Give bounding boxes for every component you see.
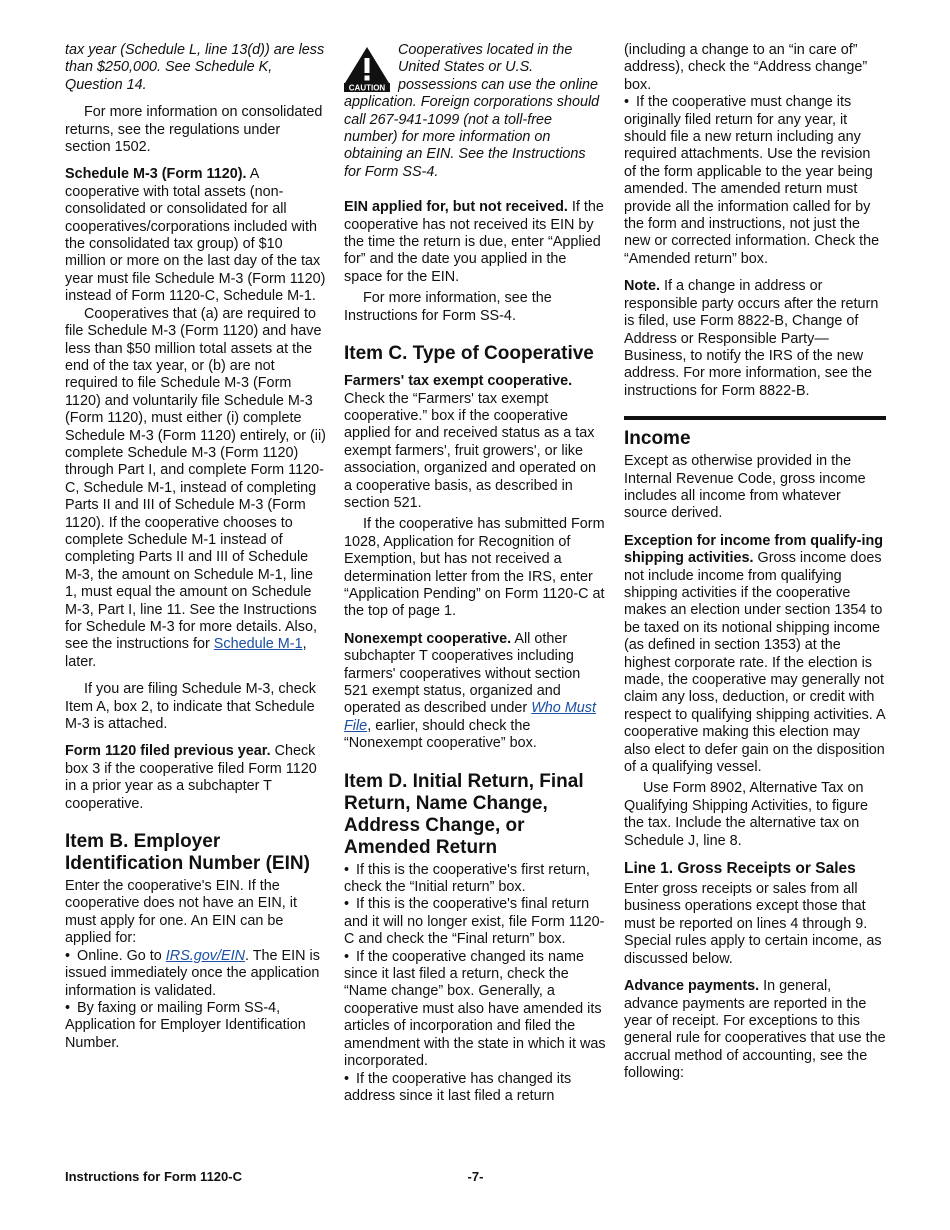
note-paragraph	[624, 278, 886, 400]
who-must-file-link[interactable]: Who Must File	[344, 700, 596, 734]
bullet-icon: •	[65, 947, 71, 964]
nonexempt-text: All other subchapter T cooperatives including farmers' cooperatives without section 521 exempt status, organized and operated as described under	[344, 630, 581, 717]
item-b-heading: Item B. Employer Identification Number (EIN)	[65, 831, 310, 875]
column-3	[624, 42, 886, 1093]
bullet-icon: •	[344, 1070, 350, 1087]
page-number: -7-	[467, 1169, 484, 1184]
bullet-icon: •	[65, 999, 71, 1016]
income-heading: Income	[624, 428, 691, 450]
column-2	[344, 42, 606, 1105]
item-b-bullet-fax-text: By faxing or mailing Form SS-4, Application for Employer Identification Number.	[65, 999, 306, 1051]
item-c-heading: Item C. Type of Cooperative	[344, 343, 594, 365]
item-b-bullet-online	[65, 948, 327, 1000]
bullet-icon: •	[624, 94, 630, 111]
shipping-text: Gross income does not include income from qualifying shipping activities if the cooperative makes an election under section 1354 to be taxed on its notional shipping income (as defined in section 1353) at the highest corporate rate. If the election is made, the cooperative may generally not claim any loss, deduction, or credit with respect to qualifying shipping activities. A cooperative making this election may also elect to defer gain on the disposition of a qualifying vessel.	[624, 550, 885, 776]
farmers-title: Farmers' tax exempt cooperative.	[344, 373, 573, 390]
prev-year-paragraph	[65, 743, 327, 813]
farmers-paragraph-2: If the cooperative has submitted Form 1028, Application for Recognition of Exemption, but has not received a determination letter from the IRS, enter “Application Pending” on Form 1120-C at the top of page 1.	[344, 516, 605, 620]
m3-paragraph-2	[65, 306, 327, 672]
item-b-bullet-online-text: Online. Go to	[77, 947, 166, 964]
shipping-title: Exception for income from qualify-ing shipping activities.	[624, 532, 884, 567]
income-paragraph: Except as otherwise provided in the Internal Revenue Code, gross income includes all income from whatever source derived.	[624, 453, 866, 522]
m3-title: Schedule M-3 (Form 1120).	[65, 166, 247, 183]
footer-form-name: Instructions for Form 1120-C	[65, 1169, 242, 1184]
item-d-bullet-final	[344, 896, 606, 948]
bullet-icon: •	[344, 896, 350, 913]
m3-paragraph	[65, 166, 327, 305]
caution-text: Cooperatives located in the United States or U.S. possessions can use the online application. Foreign corporations should call 267-941-1099 (not a toll-free number) for more information on obtaining an EIN. See the Instructions for Form SS-4.	[344, 42, 600, 180]
shipping-paragraph	[624, 533, 886, 777]
item-d-bullet-final-text: If this is the cooperative's final return and it will no longer exist, file Form 1120-C and check the “Final return” box.	[344, 896, 605, 948]
ein-text: If the cooperative has not received its EIN by the time the return is due, enter “Applied for” and the date you applied in the space for the EIN.	[344, 199, 604, 285]
item-d-bullet-address	[344, 1071, 606, 1106]
prev-year-title: Form 1120 filed previous year.	[65, 743, 271, 760]
farmers-text: Check the “Farmers' tax exempt cooperative.” box if the cooperative applied for and received status as a tax exempt farmers', fruit growers', or like association, organized and operated on a cooperative basis, as described in section 521.	[344, 390, 597, 511]
schedule-m1-link[interactable]: Schedule M-1	[213, 636, 303, 653]
ein-title: EIN applied for, but not received.	[344, 199, 568, 216]
m3-text: A cooperative with total assets (non-consolidated or consolidated for all cooperatives/corporations included with the consolidated tax group) of $10 million or more on the last day of the tax year must file Schedule M-3 (Form 1120) instead of Form 1120-C, Schedule M-1.	[65, 166, 326, 305]
m3-p2-text: Cooperatives that (a) are required to file Schedule M-3 (Form 1120) and have less than $50 million total assets at the end of the tax year, or (b) are not required to file Schedule M-3 (Form 1120) and voluntarily file Schedule M-3 (Form 1120), must either (i) complete Schedule M-3 (Form 1120) entirely, or (ii) complete Schedule M-3 (Form 1120) through Part I, and complete Form 1120-C, Schedule M-1, instead of completing Parts II and III of Schedule M-3 (Form 1120). If the cooperative chooses to complete Schedule M-1 instead of completing Parts II and III of Schedule M-3, the amount on Schedule M-1, line 1, must equal the amount on Schedule M-3, Part I, line 11. See the Instructions for Schedule M-3 for more details. Also, see the instructions for	[65, 305, 326, 653]
line1-paragraph: Enter gross receipts or sales from all business operations except those that must be reported on lines 4 through 9. Special rules apply to certain income, as discussed below.	[624, 881, 882, 967]
advance-payments-paragraph	[624, 978, 886, 1082]
prev-year-text: Check box 3 if the cooperative filed Form 1120 in a prior year as a subchapter T cooperative.	[65, 743, 317, 812]
advance-payments-text: In general, advance payments are reported in the year of receipt. For exceptions to this general rule for cooperatives that use the accrual method of accounting, see the following:	[624, 978, 886, 1082]
bullet-icon: •	[344, 861, 350, 878]
item-d-bullet-initial-text: If this is the cooperative's first return, check the “Initial return” box.	[344, 861, 590, 896]
caution-note	[344, 42, 606, 191]
column-1	[65, 42, 327, 1052]
irs-ein-link[interactable]: IRS.gov/EIN	[165, 947, 245, 964]
item-d-bullet-name	[344, 949, 606, 1071]
m3-paragraph-3: If you are filing Schedule M-3, check Item A, box 2, to indicate that Schedule M-3 is attached.	[65, 681, 316, 733]
item-d-heading: Item D. Initial Return, Final Return, Name Change, Address Change, or Amended Return	[344, 770, 584, 858]
line1-heading: Line 1. Gross Receipts or Sales	[624, 860, 856, 878]
farmers-paragraph	[344, 373, 606, 512]
caution-icon	[344, 46, 390, 92]
advance-payments-title: Advance payments.	[624, 978, 760, 995]
address-continuation: (including a change to an “in care of” address), check the “Address change” box.	[624, 42, 868, 93]
nonexempt-paragraph	[344, 631, 606, 753]
ein-paragraph	[344, 199, 606, 286]
item-b-paragraph: Enter the cooperative's EIN. If the cooperative does not have an EIN, it must apply for one. An EIN can be applied for:	[65, 878, 297, 947]
consolidated-paragraph: For more information on consolidated returns, see the regulations under section 1502.	[65, 104, 323, 156]
nonexempt-title: Nonexempt cooperative.	[344, 630, 512, 647]
ein-more-paragraph: For more information, see the Instructions for Form SS-4.	[344, 290, 552, 324]
item-d-bullet-initial	[344, 862, 606, 897]
m3-p2-end: , later.	[65, 636, 307, 670]
nonexempt-text-end: , earlier, should check the “Nonexempt cooperative” box.	[344, 717, 537, 752]
item-d-bullet-address-text: If the cooperative has changed its address since it last filed a return	[344, 1070, 572, 1104]
item-d-bullet-name-text: If the cooperative changed its name since it last filed a return, check the “Name change” box. Generally, a cooperative must also have amended its articles of incorporation and filed the amendment with the state in which it was incorporated.	[344, 948, 606, 1070]
item-b-bullet-fax	[65, 1000, 327, 1052]
note-text: If a change in address or responsible party occurs after the return is filed, use Form 8822-B, Change of Address or Responsible Party—Business, to notify the IRS of the new address. For more information, see the instructions for Form 8822-B.	[624, 278, 879, 399]
item-b-bullet-online-end: . The EIN is issued immediately once the application information is validated.	[65, 947, 320, 999]
note-title: Note.	[624, 278, 660, 295]
intro-paragraph: tax year (Schedule L, line 13(d)) are less than $250,000. See Schedule K, Question 14.	[65, 42, 325, 93]
item-d-bullet-amended-text: If the cooperative must change its originally filed return for any year, it should file a new return including any required attachments. Use the revision of the form applicable to the year being amended. The amended return must provide all the information called for by the form and instructions, not just the new or corrected information. Check the “Amended return” box.	[624, 94, 880, 267]
bullet-icon: •	[344, 948, 350, 965]
section-divider	[624, 416, 886, 420]
shipping-paragraph-2: Use Form 8902, Alternative Tax on Qualifying Shipping Activities, to figure the tax. Include the alternative tax on Schedule J, line 8.	[624, 780, 868, 849]
caution-label: CAUTION	[348, 83, 386, 92]
item-d-bullet-amended	[624, 94, 886, 268]
